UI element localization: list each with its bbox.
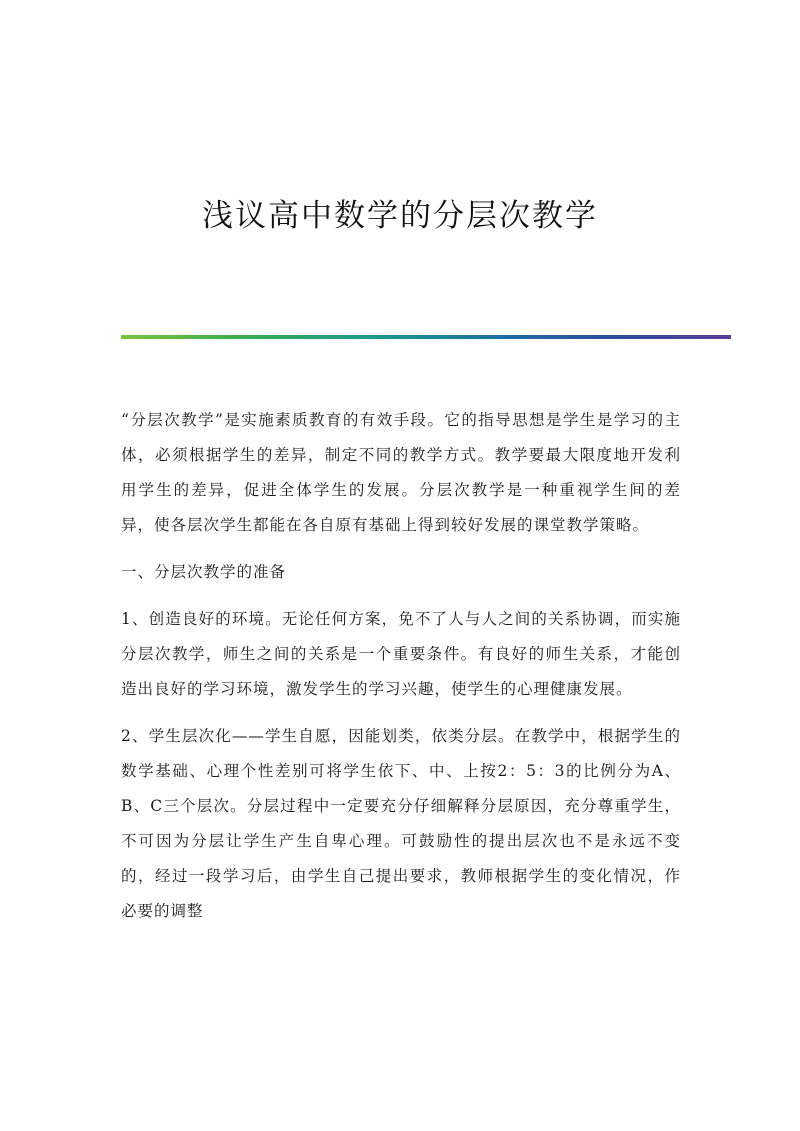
title-divider [121,335,731,339]
section-heading: 一、分层次教学的准备 [121,563,287,581]
body-paragraph: 1、创造良好的环境。无论任何方案，免不了人与人之间的关系协调，而实施分层次教学，师生之间的关系是一个重要条件。有良好的师生关系，才能创造出良好的学习环境，激发学生的学习兴趣，使学生的心理健康发展。 [121,610,681,698]
document-title: 浅议高中数学的分层次教学 [202,198,598,234]
document-body [121,403,681,941]
body-paragraph: 2、学生层次化——学生自愿，因能划类，依类分层。在教学中，根据学生的数学基础、心理个性差别可将学生依下、中、上按2：5：3的比例分为A、B、C三个层次。分层过程中一定要充分仔细解释分层原因，充分尊重学生，不可因为分层让学生产生自卑心理。可鼓励性的提出层次也不是永远不变的，经过一段学习后，由学生自己提出要求，教师根据学生的变化情况，作必要的调整 [121,727,681,920]
intro-paragraph: “分层次教学”是实施素质教育的有效手段。它的指导思想是学生是学习的主体，必须根据学生的差异，制定不同的教学方式。教学要最大限度地开发利用学生的差异，促进全体学生的发展。分层次教学是一种重视学生间的差异，使各层次学生都能在各自原有基础上得到较好发展的课堂教学策略。 [121,411,681,534]
